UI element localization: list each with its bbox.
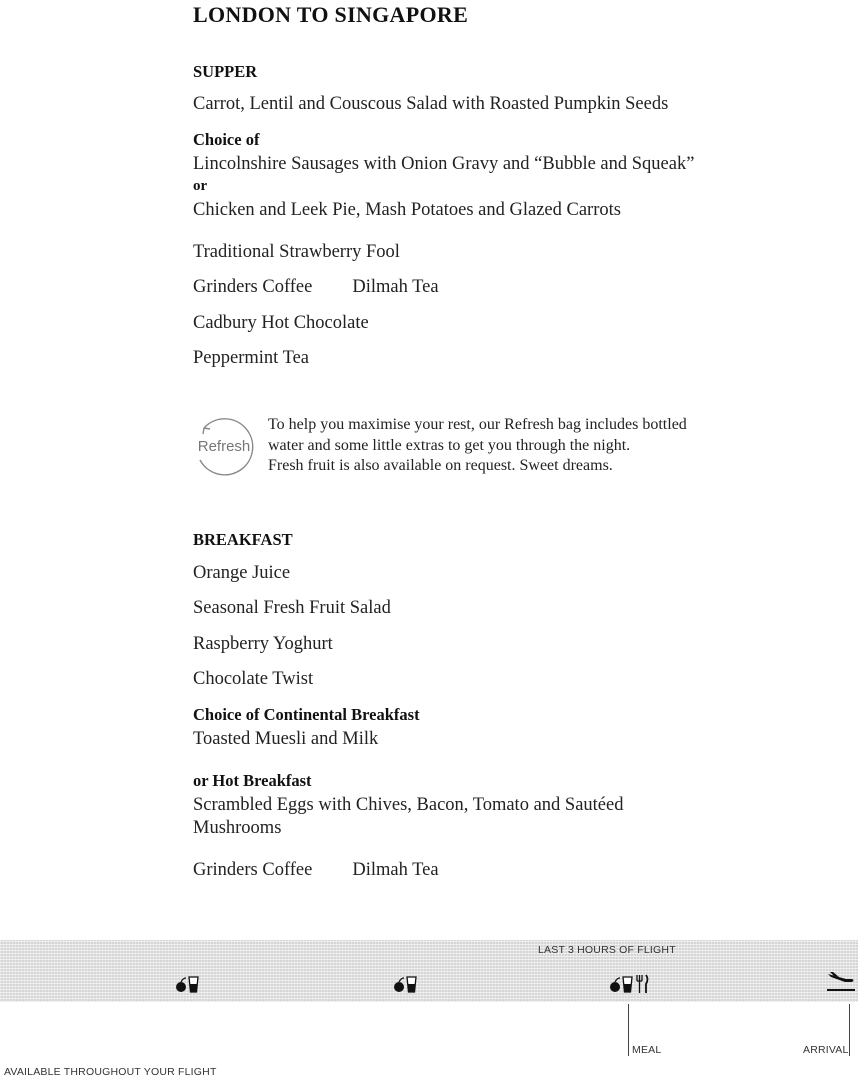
- supper-or-label: or: [193, 178, 208, 194]
- refresh-note-line: Fresh fruit is also available on request. Sweet dreams.: [268, 457, 613, 474]
- breakfast-hot-item-line: Mushrooms: [193, 818, 282, 838]
- meal-label: MEAL: [632, 1044, 662, 1056]
- breakfast-pastry: Chocolate Twist: [193, 669, 314, 689]
- breakfast-juice: Orange Juice: [193, 563, 291, 583]
- refresh-note-line: To help you maximise your rest, our Refresh bag includes bottled: [268, 416, 687, 433]
- snack-drink-icon: [393, 972, 419, 994]
- refresh-logo-text: Refresh: [197, 438, 251, 455]
- supper-tea: Dilmah Tea: [352, 277, 439, 297]
- snack-drink-icon: [175, 972, 201, 994]
- available-label: AVAILABLE THROUGHOUT YOUR FLIGHT: [4, 1066, 217, 1078]
- breakfast-hot-label: or Hot Breakfast: [193, 771, 312, 790]
- breakfast-continental-item: Toasted Muesli and Milk: [193, 729, 379, 749]
- breakfast-coffee: Grinders Coffee: [193, 860, 313, 880]
- breakfast-tea: Dilmah Tea: [352, 860, 439, 880]
- flight-timeline-bar: [0, 940, 858, 1002]
- arrival-marker-line: [849, 1004, 850, 1056]
- page-title: LONDON TO SINGAPORE: [193, 2, 469, 27]
- supper-starter: Carrot, Lentil and Couscous Salad with Roasted Pumpkin Seeds: [193, 94, 669, 114]
- breakfast-continental-label: Choice of Continental Breakfast: [193, 705, 420, 724]
- supper-main-2: Chicken and Leek Pie, Mash Potatoes and Glazed Carrots: [193, 200, 621, 220]
- breakfast-fruit: Seasonal Fresh Fruit Salad: [193, 598, 391, 618]
- meal-marker-line: [628, 1004, 629, 1056]
- breakfast-yoghurt: Raspberry Yoghurt: [193, 634, 333, 654]
- supper-choice-label: Choice of: [193, 130, 260, 149]
- refresh-note: [268, 415, 768, 477]
- last-hours-label: LAST 3 HOURS OF FLIGHT: [538, 944, 676, 956]
- supper-heading: SUPPER: [193, 62, 258, 81]
- supper-main-1: Lincolnshire Sausages with Onion Gravy and “Bubble and Squeak”: [193, 154, 695, 174]
- supper-peppermint: Peppermint Tea: [193, 348, 310, 368]
- arrival-label: ARRIVAL: [803, 1044, 849, 1056]
- supper-coffee: Grinders Coffee: [193, 277, 313, 297]
- meal-icon: [609, 972, 651, 994]
- supper-hot-drinks: [193, 277, 439, 298]
- breakfast-hot-item-line: Scrambled Eggs with Chives, Bacon, Tomato and Sautéed: [193, 795, 624, 815]
- supper-hot-chocolate: Cadbury Hot Chocolate: [193, 313, 369, 333]
- refresh-logo: [190, 414, 256, 478]
- landing-plane-icon: [826, 970, 856, 992]
- breakfast-hot-drinks: [193, 860, 439, 881]
- breakfast-heading: BREAKFAST: [193, 530, 293, 549]
- refresh-note-line: water and some little extras to get you through the night.: [268, 436, 631, 454]
- supper-dessert: Traditional Strawberry Fool: [193, 242, 400, 262]
